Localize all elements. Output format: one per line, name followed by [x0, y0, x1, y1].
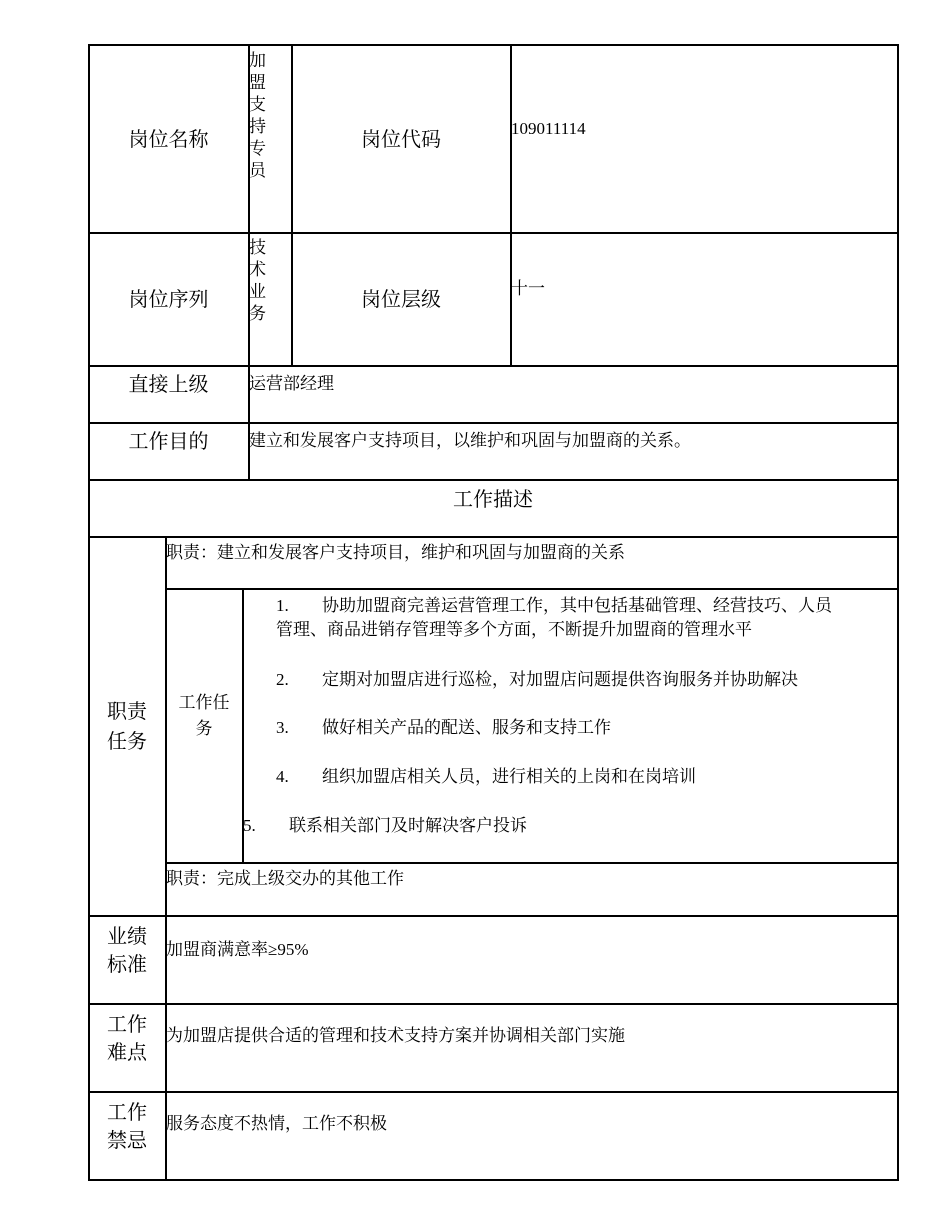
taboo-value: 服务态度不热情，工作不积极	[166, 1114, 387, 1133]
purpose-label: 工作目的	[128, 429, 209, 453]
post-code-label: 岗位代码	[361, 126, 441, 151]
task-2-text: 定期对加盟店进行巡检，对加盟店问题提供咨询服务并协助解决	[322, 670, 798, 689]
duty-1: 职责：建立和发展客户支持项目，维护和巩固与加盟商的关系	[166, 543, 625, 562]
task-3-number: 3.	[276, 718, 289, 737]
task-item-3	[276, 716, 611, 740]
task-item-1	[276, 594, 891, 642]
performance-label-text: 业绩标准	[107, 924, 147, 976]
difficulty-label	[89, 1004, 165, 1072]
duty-2: 职责：完成上级交办的其他工作	[166, 869, 404, 888]
difficulty-value: 为加盟店提供合适的管理和技术支持方案并协调相关部门实施	[166, 1026, 625, 1045]
description-header: 工作描述	[453, 487, 533, 511]
border-line	[88, 1003, 899, 1005]
task-item-2	[276, 668, 798, 692]
task-2-number: 2.	[276, 670, 289, 689]
performance-value: 加盟商满意率≥95%	[166, 940, 309, 959]
taboo-label-text: 工作禁忌	[107, 1100, 147, 1152]
superior-value: 运营部经理	[249, 374, 334, 393]
task-3-text: 做好相关产品的配送、服务和支持工作	[322, 718, 611, 737]
border-line	[88, 536, 899, 538]
task-5-text: 联系相关部门及时解决客户投诉	[289, 816, 527, 835]
superior-label: 直接上级	[128, 372, 209, 396]
tasks-label	[166, 589, 242, 862]
duties-label	[89, 537, 165, 915]
task-5-number: 5.	[243, 816, 256, 835]
task-item-5	[243, 814, 527, 838]
border-line	[165, 862, 899, 864]
post-series-label: 岗位序列	[128, 287, 209, 311]
task-4-text: 组织加盟店相关人员，进行相关的上岗和在岗培训	[322, 767, 696, 786]
task-1-line1	[276, 594, 891, 618]
post-level-label: 岗位层级	[361, 287, 441, 311]
border-line	[897, 44, 899, 1180]
taboo-label	[89, 1092, 165, 1160]
post-name-value: 加盟支持专员	[249, 51, 266, 180]
border-line	[165, 588, 899, 590]
task-1-text-b: 管理、商品进销存管理等多个方面，不断提升加盟商的管理水平	[276, 620, 752, 639]
difficulty-label-text: 工作难点	[107, 1012, 147, 1064]
performance-label	[89, 916, 165, 984]
task-1-text-a: 协助加盟商完善运营管理工作，其中包括基础管理、经营技巧、人员	[322, 596, 832, 615]
duties-label-text: 职责任务	[107, 699, 147, 753]
task-4-number: 4.	[276, 767, 289, 786]
task-item-4	[276, 765, 696, 789]
tasks-label-text: 工作任务	[178, 692, 230, 739]
post-level-value: 十一	[511, 279, 545, 298]
border-line	[88, 1091, 899, 1093]
post-series-value: 技术业务	[249, 238, 266, 323]
border-line	[510, 44, 512, 366]
post-code-value: 109011114	[511, 119, 586, 138]
border-line	[88, 1179, 899, 1181]
purpose-value: 建立和发展客户支持项目，以维护和巩固与加盟商的关系。	[249, 431, 691, 450]
post-name-label: 岗位名称	[128, 126, 209, 151]
task-1-number: 1.	[276, 596, 289, 615]
border-line	[88, 915, 899, 917]
